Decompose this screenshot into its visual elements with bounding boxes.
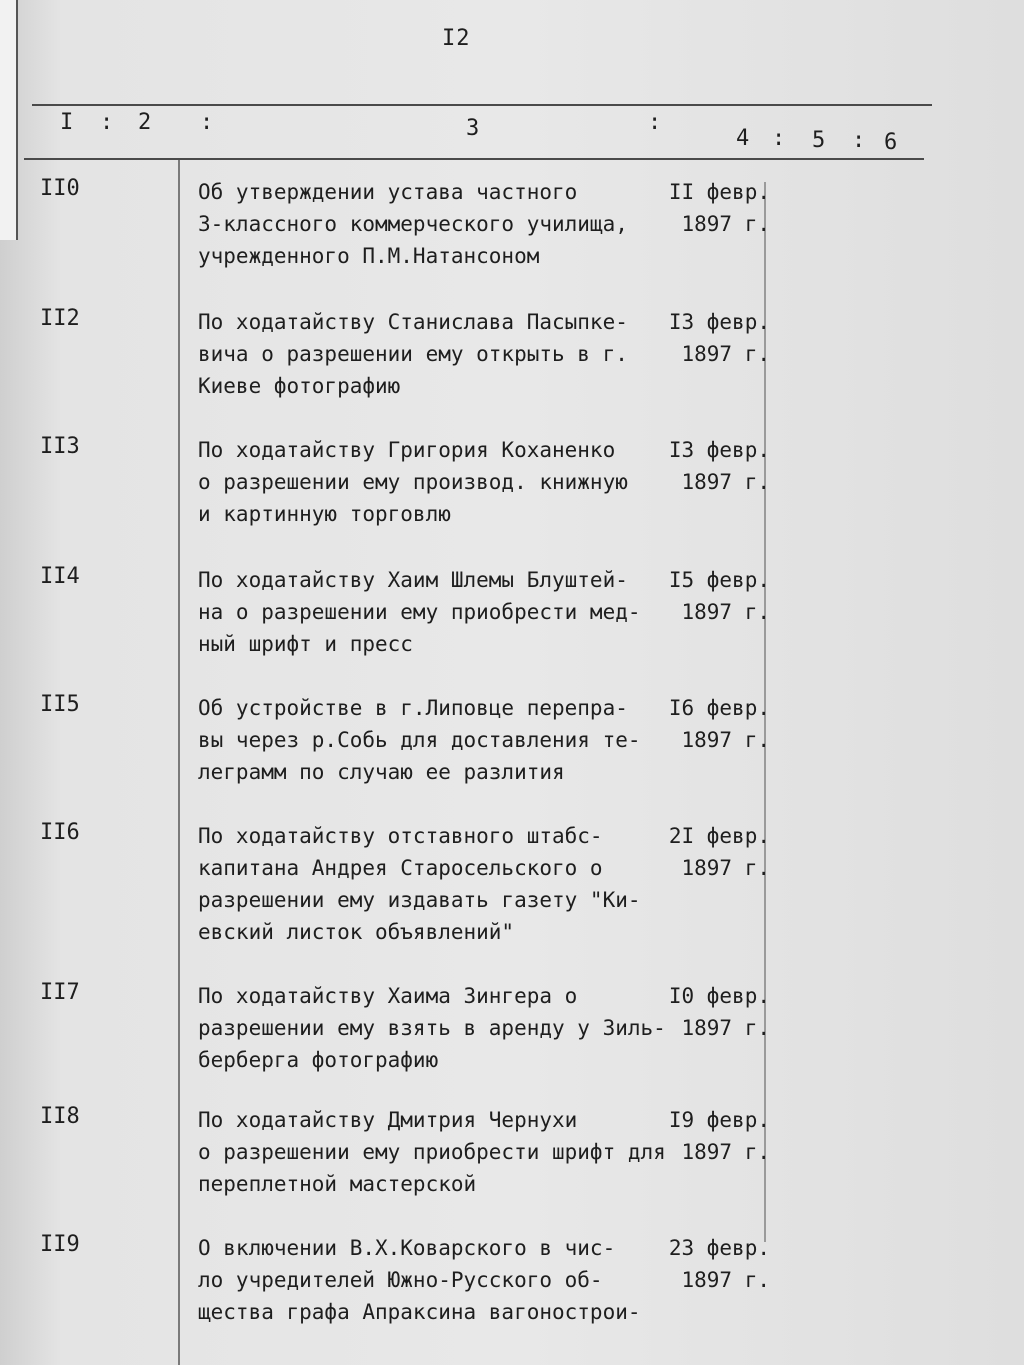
entry-number: II2 [40, 306, 80, 331]
entry-line: 3-классного коммерческого училища, [198, 212, 628, 236]
page-number: I2 [442, 26, 471, 51]
entry-line: По ходатайству отставного штабс- [198, 824, 603, 848]
entry-date-line: I3 февр. [668, 310, 770, 334]
column-header-separator: : [772, 126, 786, 151]
entry-line: о разрешении ему приобрести шрифт для [198, 1140, 666, 1164]
entry-description [198, 692, 648, 788]
column-header-separator: : [100, 110, 114, 135]
entry-line: вича о разрешении ему открыть в г. [198, 342, 628, 366]
column-header-1: I [60, 110, 74, 135]
entry-line: разрешении ему издавать газету "Ки- [198, 888, 641, 912]
entry-line: учрежденного П.М.Натансоном [198, 244, 540, 268]
column-header-6: 6 [884, 130, 898, 155]
entry-number: II0 [40, 176, 80, 201]
entry-date-line: I0 февр. [668, 984, 770, 1008]
entry-line: Об утверждении устава частного [198, 180, 578, 204]
entry-line: По ходатайству Григория Коханенко [198, 438, 616, 462]
entry-line: на о разрешении ему приобрести мед- [198, 600, 641, 624]
entry-number: II8 [40, 1104, 80, 1129]
entry-date [650, 1232, 770, 1296]
entry-date-line: I5 февр. [668, 568, 770, 592]
entry-line: По ходатайству Хаима Зингера о [198, 984, 578, 1008]
entry-number: II6 [40, 820, 80, 845]
entry-description [198, 564, 648, 660]
entry-date [650, 1104, 770, 1168]
entry-date [650, 434, 770, 498]
entry-date-line: 2I февр. [668, 824, 770, 848]
entry-line: леграмм по случаю ее разлития [198, 760, 565, 784]
entry-date-line: 1897 г. [681, 212, 770, 236]
column-header-3: 3 [466, 116, 480, 141]
entry-date-line: 1897 г. [681, 728, 770, 752]
entry-description [198, 176, 648, 272]
column-header-5: 5 [812, 128, 826, 153]
column-header-separator: : [648, 110, 662, 135]
entry-line: ный шрифт и пресс [198, 632, 413, 656]
entry-description [198, 980, 666, 1076]
entry-description [198, 434, 648, 530]
entry-date [650, 692, 770, 756]
entry-line: щества графа Апраксина вагонострои- [198, 1300, 641, 1324]
entry-line: разрешении ему взять в аренду у Зиль- [198, 1016, 666, 1040]
entry-date-line: 1897 г. [681, 1140, 770, 1164]
column-header-separator: : [200, 110, 214, 135]
entry-date-line: 1897 г. [681, 600, 770, 624]
entry-number: II4 [40, 564, 80, 589]
entry-date-line: 1897 г. [681, 1268, 770, 1292]
entry-date-line: 23 февр. [668, 1236, 770, 1260]
entry-date [650, 564, 770, 628]
entry-date-line: II февр. [668, 180, 770, 204]
entry-date [650, 820, 770, 884]
entry-description [198, 1104, 666, 1200]
entry-line: о разрешении ему производ. книжную [198, 470, 628, 494]
column-header-2: 2 [138, 110, 152, 135]
entry-date-line: 1897 г. [681, 1016, 770, 1040]
column-header-4: 4 [736, 126, 750, 151]
entry-number: II3 [40, 434, 80, 459]
entry-line: берберга фотографию [198, 1048, 439, 1072]
entry-number: II9 [40, 1232, 80, 1257]
entry-line: Об устройстве в г.Липовце перепра- [198, 696, 628, 720]
entry-line: По ходатайству Станислава Пасыпке- [198, 310, 628, 334]
entry-line: Киеве фотографию [198, 374, 401, 398]
entry-date [650, 176, 770, 240]
entry-line: вы через р.Собь для доставления те- [198, 728, 641, 752]
entry-date-line: 1897 г. [681, 342, 770, 366]
entry-line: переплетной мастерской [198, 1172, 477, 1196]
entry-date-line: 1897 г. [681, 470, 770, 494]
entry-line: капитана Андрея Старосельского о [198, 856, 603, 880]
column-header-separator: : [852, 128, 866, 153]
entry-description [198, 1232, 648, 1328]
entry-description [198, 820, 648, 948]
entry-date-line: 1897 г. [681, 856, 770, 880]
entry-line: и картинную торговлю [198, 502, 451, 526]
entry-date-line: I9 февр. [668, 1108, 770, 1132]
entry-date-line: I6 февр. [668, 696, 770, 720]
entry-line: ло учредителей Южно-Русского об- [198, 1268, 603, 1292]
entry-line: По ходатайству Дмитрия Чернухи [198, 1108, 578, 1132]
entry-line: евский листок объявлений" [198, 920, 515, 944]
entry-line: По ходатайству Хаим Шлемы Блуштей- [198, 568, 628, 592]
entry-date-line: I3 февр. [668, 438, 770, 462]
entry-date [650, 980, 770, 1044]
entry-line: О включении В.Х.Коварского в чис- [198, 1236, 616, 1260]
entry-number: II7 [40, 980, 80, 1005]
entry-number: II5 [40, 692, 80, 717]
entry-description [198, 306, 648, 402]
entry-date [650, 306, 770, 370]
